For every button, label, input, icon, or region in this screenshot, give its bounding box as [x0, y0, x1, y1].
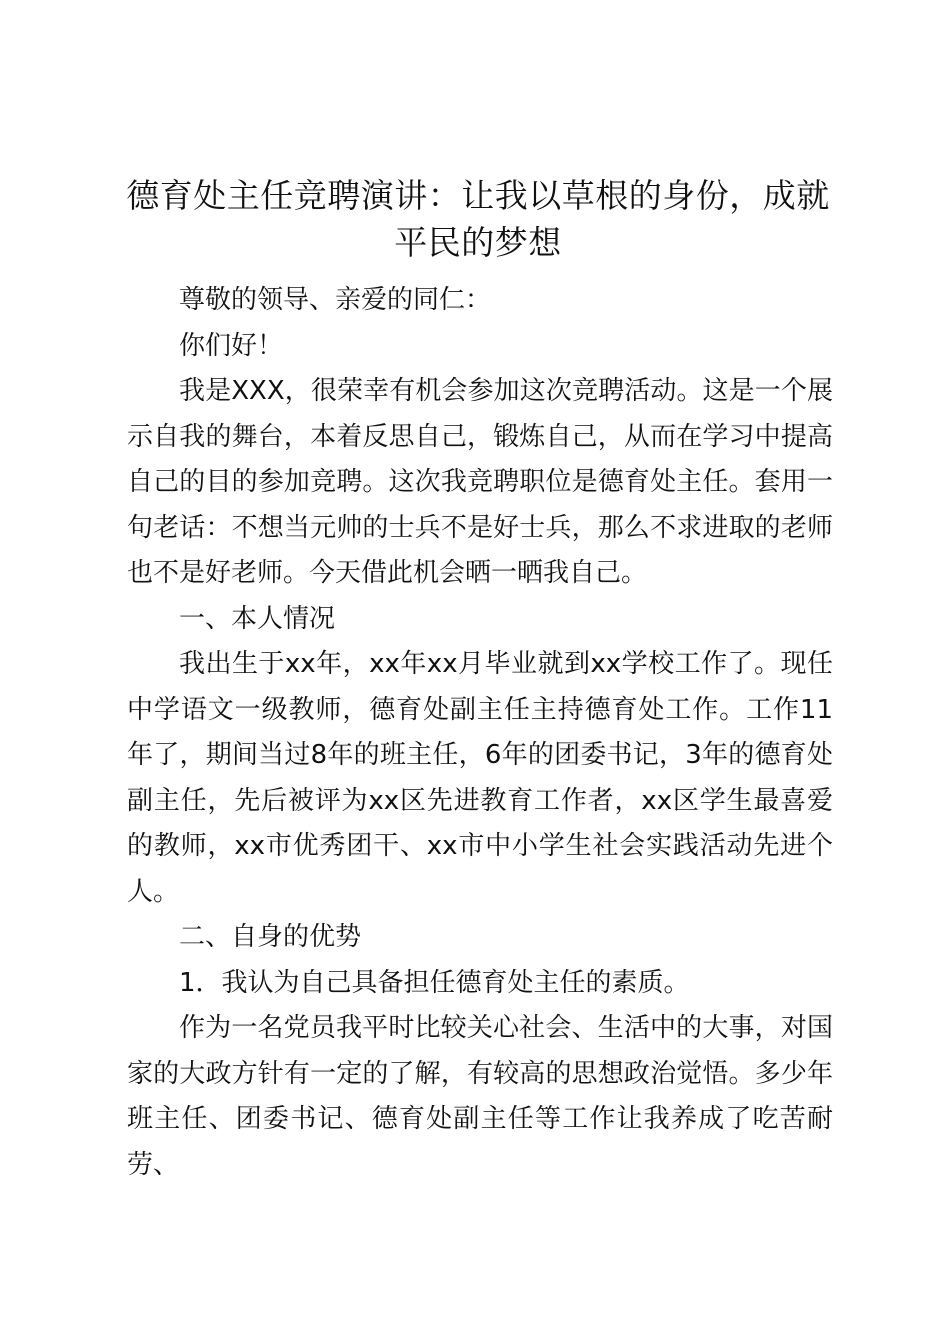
- document-body: [127, 278, 833, 1188]
- section-heading-personal: 一、本人情况: [179, 603, 336, 634]
- section-heading-advantages: 二、自身的优势: [179, 922, 362, 952]
- greeting: 你们好！: [179, 330, 284, 361]
- salutation: 尊敬的领导、亲爱的同仁：: [179, 285, 492, 315]
- qualities-paragraph: 作为一名党员我平时比较关心社会、生活中的大事，对国家的大政方针有一定的了解，有较高的思想政治觉悟。多少年班主任、团委书记、德育处副主任等工作让我养成了吃苦耐劳、: [127, 1013, 833, 1180]
- subheading-qualities: 1．我认为自己具备担任德育处主任的素质。: [179, 967, 690, 998]
- document-title: 德育处主任竞聘演讲：让我以草根的身份，成就平民的梦想: [126, 176, 830, 262]
- intro-paragraph: 我是XXX，很荣幸有机会参加这次竞聘活动。这是一个展示自我的舞台，本着反思自己，锻炼自己，从而在学习中提高自己的目的参加竞聘。这次我竞聘职位是德育处主任。套用一句老话：不想当元帅的士兵不是好士兵，那么不求进取的老师也不是好老师。今天借此机会晒一晒我自己。: [127, 376, 833, 588]
- personal-paragraph: 我出生于xx年，xx年xx月毕业就到xx学校工作了。现任中学语文一级教师，德育处副主任主持德育处工作。工作11年了，期间当过8年的班主任，6年的团委书记，3年的德育处副主任，先后被评为xx区先进教育工作者，xx区学生最喜爱的教师，xx市优秀团干、xx市中小学生社会实践活动先进个人。: [127, 649, 833, 907]
